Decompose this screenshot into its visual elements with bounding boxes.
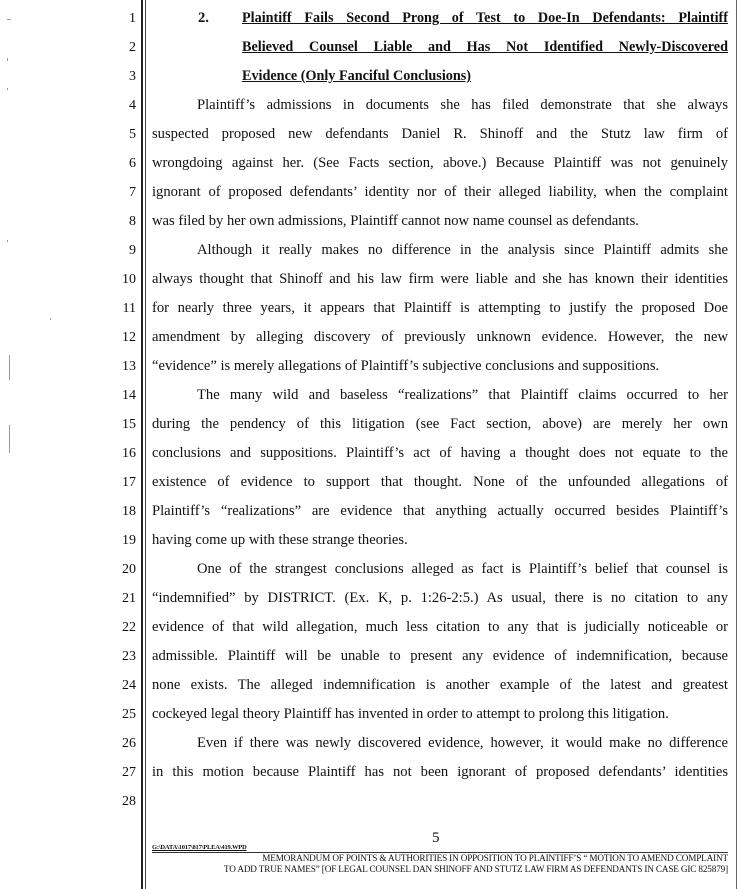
body-line: One of the strangest conclusions alleged as fact is Plaintiff’s belief that counsel is <box>197 561 728 577</box>
body-line: during the pendency of this litigation (see Fact section, above) are merely her own <box>152 416 728 432</box>
section-heading-line: Evidence (Only Fanciful Conclusions) <box>242 68 471 84</box>
scan-artifact <box>50 318 51 320</box>
body-line: The many wild and baseless “realizations” that Plaintiff claims occurred to her <box>197 387 728 403</box>
line-number: 4 <box>129 98 136 113</box>
line-number: 28 <box>122 794 136 809</box>
body-line: “evidence” is merely allegations of Plaintiff’s subjective conclusions and suppositions. <box>152 358 660 374</box>
section-heading-line: Believed Counsel Liable and Has Not Identified Newly-Discovered <box>242 39 728 55</box>
scan-artifact <box>7 58 8 61</box>
line-number: 21 <box>122 591 136 606</box>
body-line: “indemnified” by DISTRICT. (Ex. K, p. 1:26-2:5.) As usual, there is no citation to any <box>152 590 728 606</box>
line-number: 8 <box>129 214 136 229</box>
line-number: 23 <box>122 649 136 664</box>
body-line: always thought that Shinoff and his law firm were liable and she has known their identities <box>152 271 728 287</box>
line-number: 19 <box>122 533 136 548</box>
body-line: for nearly three years, it appears that Plaintiff is attempting to justify the proposed Doe <box>152 300 728 316</box>
footer-document-title: TO ADD TRUE NAMES” [OF LEGAL COUNSEL DAN SHINOFF AND STUTZ LAW FIRM AS DEFENDANTS IN CASE GIC 825879] <box>223 864 728 874</box>
footer-file-path: G:\DATA\1017\817\PLEA\419.WPD <box>152 844 247 851</box>
line-number: 18 <box>122 504 136 519</box>
scan-artifact <box>9 425 10 453</box>
line-number: 1 <box>129 11 136 26</box>
section-number: 2. <box>198 10 209 26</box>
body-line: ignorant of proposed defendants’ identity nor of their alleged liability, when the complaint <box>152 184 728 200</box>
body-line: none exists. The alleged indemnification is another example of the latest and greatest <box>152 677 728 693</box>
body-line: in this motion because Plaintiff has not been ignorant of proposed defendants’ identities <box>152 764 728 780</box>
body-line: conclusions and suppositions. Plaintiff’s act of having a thought does not equate to the <box>152 445 728 461</box>
line-number: 24 <box>122 678 136 693</box>
body-line: admissible. Plaintiff will be unable to present any evidence of indemnification, because <box>152 648 728 664</box>
line-number: 6 <box>129 156 136 171</box>
line-number: 26 <box>122 736 136 751</box>
line-number: 10 <box>122 272 136 287</box>
right-margin-rule <box>736 0 737 889</box>
body-line: suspected proposed new defendants Daniel R. Shinoff and the Stutz law firm of <box>152 126 728 142</box>
line-number: 17 <box>122 475 136 490</box>
line-number: 14 <box>122 388 136 403</box>
left-margin-rule-inner <box>145 0 146 889</box>
body-line: having come up with these strange theories. <box>152 532 408 548</box>
body-line: existence of evidence to support that thought. None of the unfounded allegations of <box>152 474 728 490</box>
body-line: cockeyed legal theory Plaintiff has invented in order to attempt to prolong this litigation. <box>152 706 669 722</box>
line-number: 7 <box>129 185 136 200</box>
line-number: 27 <box>122 765 136 780</box>
line-number: 20 <box>122 562 136 577</box>
body-line: evidence of that wild allegation, much less citation to any that is judicially noticeable or <box>152 619 728 635</box>
scan-artifact <box>9 355 10 380</box>
line-number: 25 <box>122 707 136 722</box>
body-line: Although it really makes no difference in the analysis since Plaintiff admits she <box>197 242 728 258</box>
body-line: amendment by alleging discovery of previously unknown evidence. However, the new <box>152 329 728 345</box>
scan-artifact <box>7 240 8 242</box>
line-number: 13 <box>122 359 136 374</box>
line-number: 12 <box>122 330 136 345</box>
line-number: 3 <box>129 69 136 84</box>
scan-artifact <box>7 19 11 20</box>
line-number: 2 <box>129 40 136 55</box>
scan-artifact <box>7 88 8 90</box>
section-heading-line: Plaintiff Fails Second Prong of Test to Doe-In Defendants: Plaintiff <box>242 10 728 26</box>
line-number: 5 <box>129 127 136 142</box>
body-line: Plaintiff’s admissions in documents she has filed demonstrate that she always <box>197 97 728 113</box>
line-number: 9 <box>129 243 136 258</box>
body-line: wrongdoing against her. (See Facts section, above.) Because Plaintiff was not genuinely <box>152 155 728 171</box>
body-line: Even if there was newly discovered evidence, however, it would make no difference <box>197 735 728 751</box>
body-line: Plaintiff’s “realizations” are evidence that anything actually occurred besides Plaintiff’s <box>152 503 728 519</box>
line-number: 15 <box>122 417 136 432</box>
footer-document-title: MEMORANDUM OF POINTS & AUTHORITIES IN OPPOSITION TO PLAINTIFF’S “ MOTION TO AMEND COMPLAINT <box>262 853 728 863</box>
left-margin-rule <box>141 0 143 889</box>
line-number: 22 <box>122 620 136 635</box>
page-number: 5 <box>432 830 440 846</box>
line-number: 11 <box>122 301 136 316</box>
body-line: was filed by her own admissions, Plaintiff cannot now name counsel as defendants. <box>152 213 639 229</box>
line-number: 16 <box>122 446 136 461</box>
